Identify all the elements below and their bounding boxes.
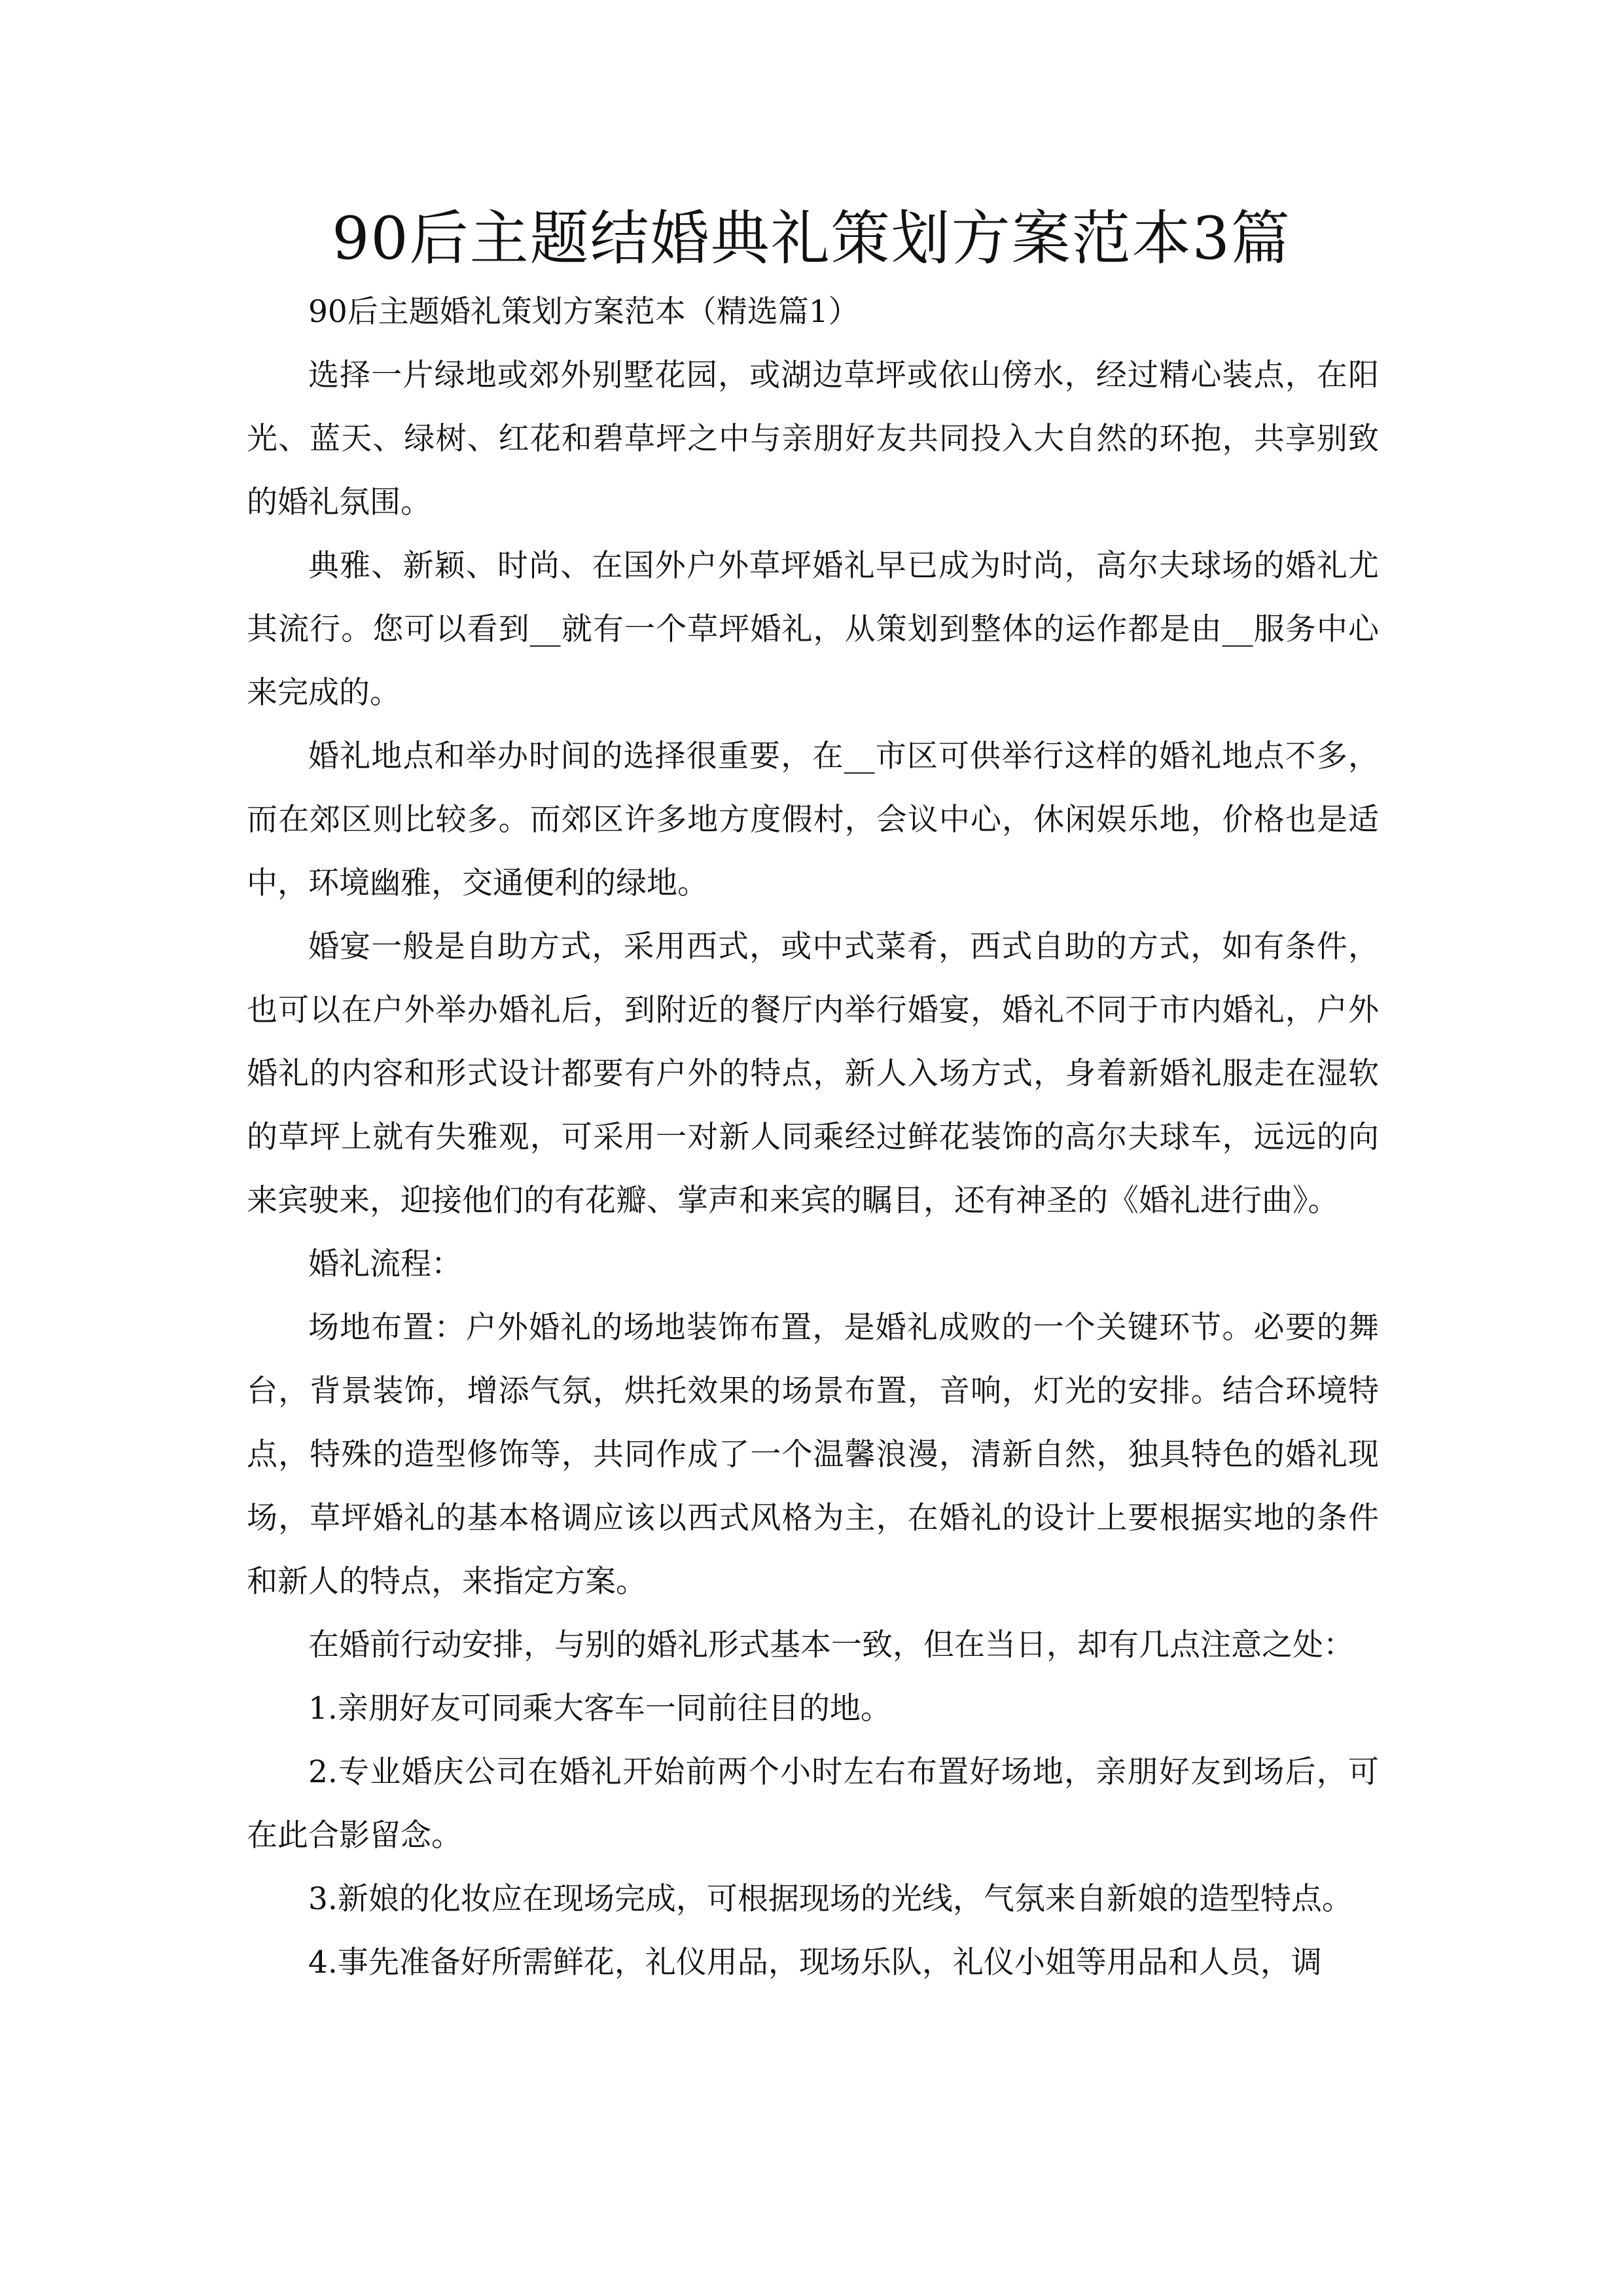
document-body [247, 280, 1379, 1994]
list-item-3: 3.新娘的化妆应在现场完成，可根据现场的光线，气氛来自新娘的造型特点。 [308, 1881, 1353, 1917]
paragraph-banquet: 婚宴一般是自助方式，采用西式，或中式菜肴，西式自助的方式，如有条件，也可以在户外举办婚礼后，到附近的餐厅内举行婚宴，婚礼不同于市内婚礼，户外婚礼的内容和形式设计都要有户外的特点，新人入场方式，身着新婚礼服走在湿软的草坪上就有失雅观，可采用一对新人同乘经过鲜花装饰的高尔夫球车，远远的向来宾驶来，迎接他们的有花瓣、掌声和来宾的瞩目，还有神圣的《婚礼进行曲》。 [247, 929, 1379, 1219]
list-item-2: 2.专业婚庆公司在婚礼开始前两个小时左右布置好场地，亲朋好友到场后，可在此合影留念。 [247, 1754, 1379, 1854]
paragraph-notes-intro: 在婚前行动安排，与别的婚礼形式基本一致，但在当日，却有几点注意之处： [308, 1627, 1354, 1663]
document-title: 90后主题结婚典礼策划方案范本3篇 [332, 204, 1291, 273]
paragraph-trend: 典雅、新颖、时尚、在国外户外草坪婚礼早已成为时尚，高尔夫球场的婚礼尤其流行。您可以看到__就有一个草坪婚礼，从策划到整体的运作都是由__服务中心来完成的。 [247, 548, 1379, 711]
paragraph-location: 婚礼地点和举办时间的选择很重要，在__市区可供举行这样的婚礼地点不多，而在郊区则比较多。而郊区许多地方度假村，会议中心，休闲娱乐地，价格也是适中，环境幽雅，交通便利的绿地。 [247, 738, 1379, 901]
paragraph-venue-setup: 场地布置：户外婚礼的场地装饰布置，是婚礼成败的一个关键环节。必要的舞台，背景装饰，增添气氛，烘托效果的场景布置，音响，灯光的安排。结合环境特点，特殊的造型修饰等，共同作成了一个温馨浪漫，清新自然，独具特色的婚礼现场，草坪婚礼的基本格调应该以西式风格为主，在婚礼的设计上要根据实地的条件和新人的特点，来指定方案。 [247, 1310, 1379, 1600]
list-item-4: 4.事先准备好所需鲜花，礼仪用品，现场乐队，礼仪小姐等用品和人员，调 [308, 1945, 1322, 1981]
list-item-1: 1.亲朋好友可同乘大客车一同前往目的地。 [308, 1691, 891, 1727]
paragraph-process-heading: 婚礼流程： [308, 1246, 462, 1282]
paragraph-intro: 选择一片绿地或郊外别墅花园，或湖边草坪或依山傍水，经过精心装点，在阳光、蓝天、绿树、红花和碧草坪之中与亲朋好友共同投入大自然的环抱，共享别致的婚礼氛围。 [247, 357, 1379, 520]
section-subtitle: 90后主题婚礼策划方案范本（精选篇1） [308, 294, 859, 330]
